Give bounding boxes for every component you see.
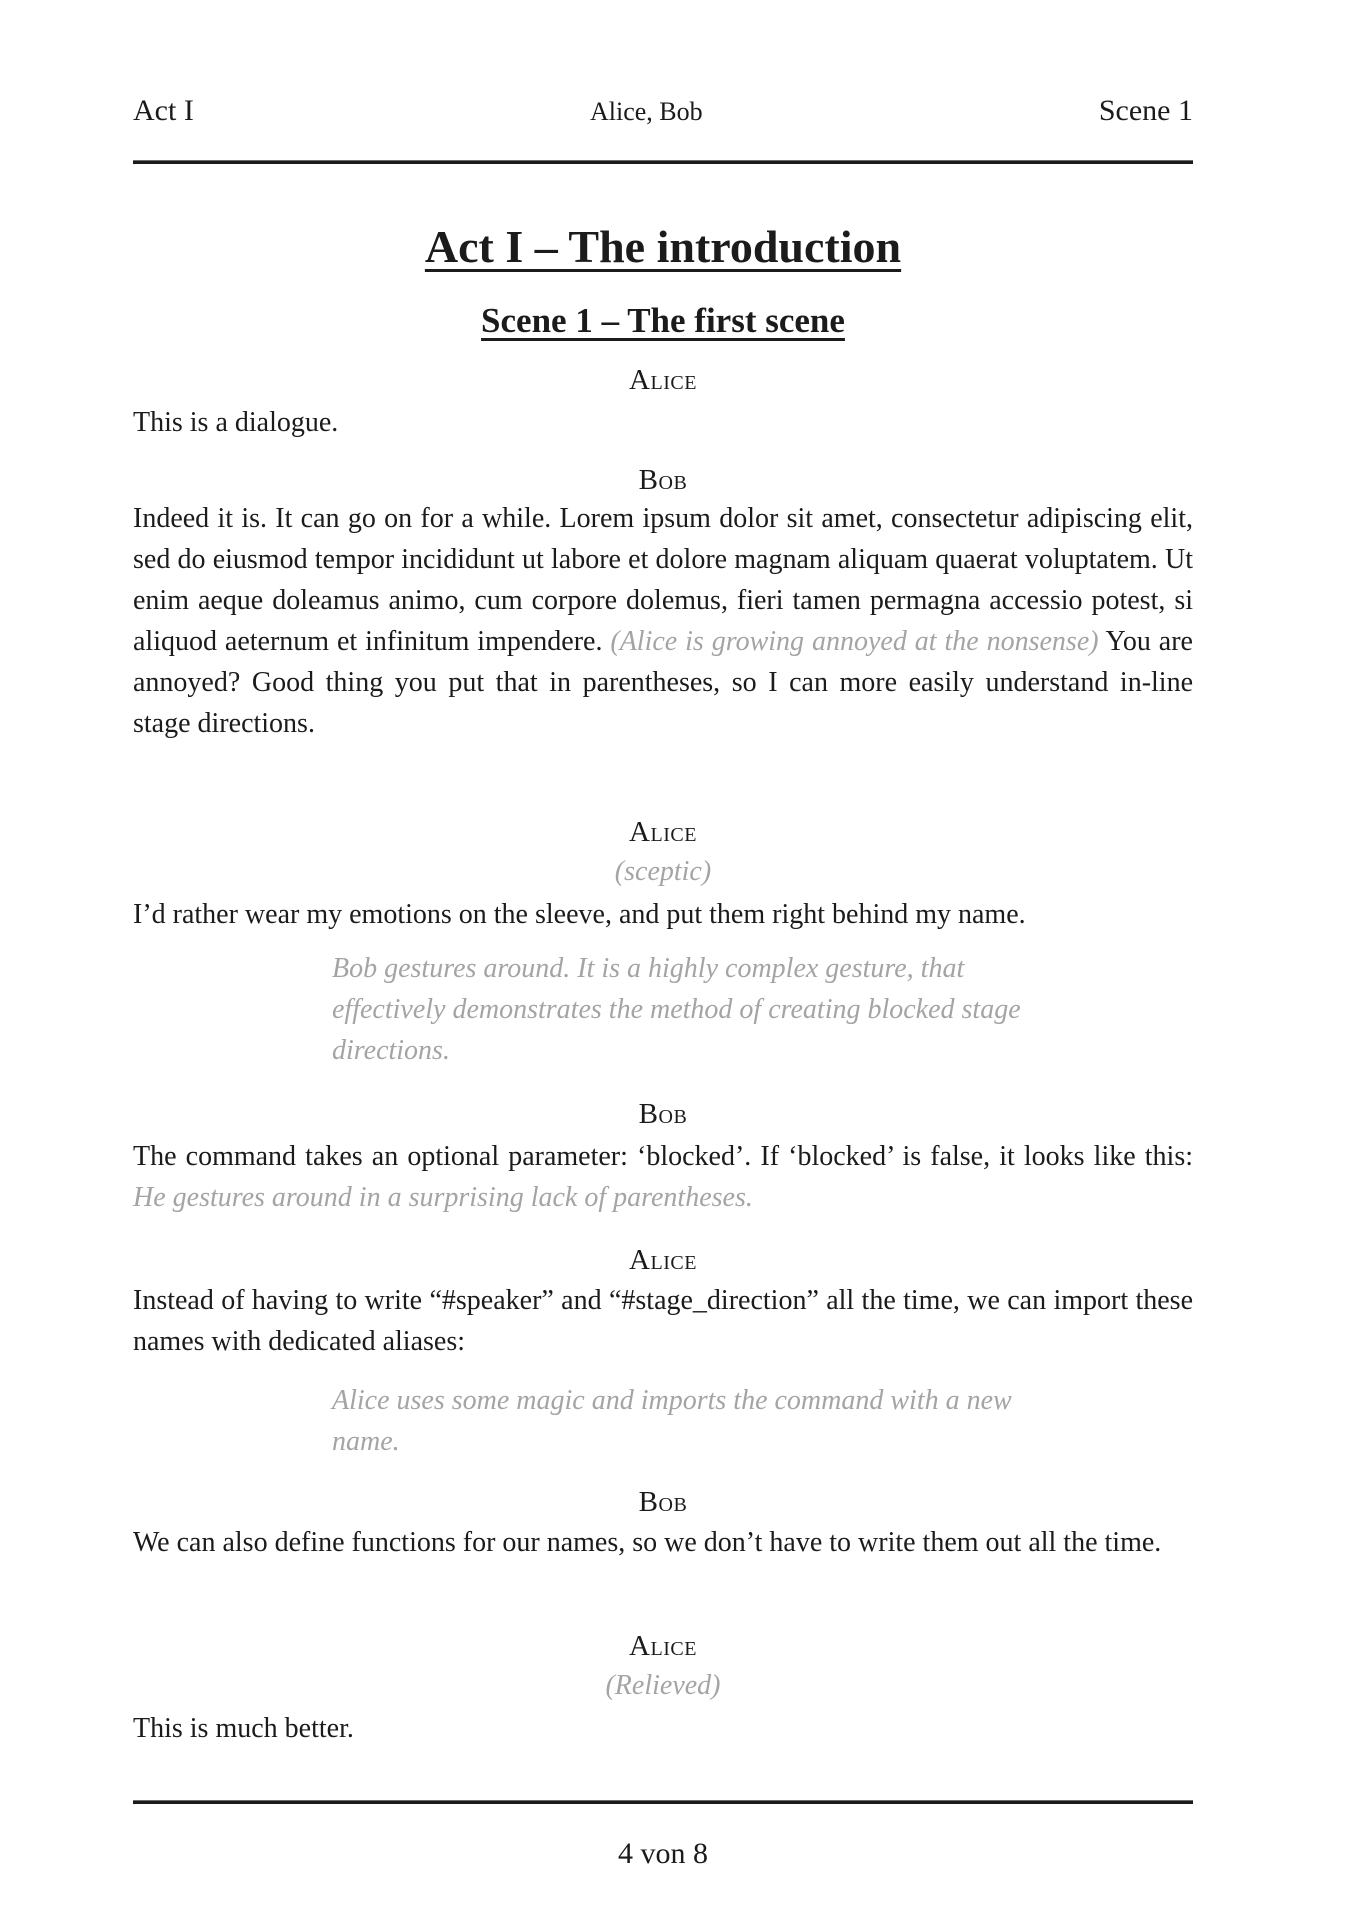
speaker-name-alice: Alice [629, 816, 697, 848]
dialogue-paragraph [133, 1136, 1193, 1218]
footer-rule [133, 1800, 1193, 1804]
speaker-name-alice: Alice [629, 1630, 697, 1662]
dialogue-paragraph: We can also define functions for our names, so we don’t have to write them out all the time. [133, 1527, 1162, 1558]
header-act-label: Act I [133, 94, 194, 127]
scene-title: Scene 1 – The first scene [481, 301, 845, 340]
dialogue-text: Indeed it is. It can go on for a while. Lorem ipsum dolor sit amet, consectetur adipiscing elit, sed do eiusmod tempor incididunt ut labore et dolore magnam aliquam quaerat voluptatem. Ut enim aeque doleamus animo, cum corpore dolemus, fieri tamen permagna accessio potest, si aliquod aeternum et infinitum impendere. [133, 503, 1193, 657]
speaker-name-alice: Alice [629, 364, 697, 396]
speaker-name-bob: Bob [638, 1098, 688, 1130]
act-title: Act I – The introduction [424, 221, 902, 272]
dialogue-line: This is much better. [133, 1713, 354, 1744]
inline-stage-direction: (Alice is growing annoyed at the nonsense) [610, 626, 1099, 657]
dialogue-paragraph: Instead of having to write “#speaker” and “#stage_direction” all the time, we can import these names with dedicated aliases: [133, 1285, 1193, 1357]
header-scene-label: Scene 1 [1098, 94, 1193, 127]
page-number: 4 von 8 [618, 1837, 708, 1870]
dialogue-text: The command takes an optional parameter: ‘blocked’. If ‘blocked’ is false, it looks like this: [133, 1141, 1193, 1172]
speaker-name-bob: Bob [638, 1486, 688, 1518]
parenthetical-direction: (sceptic) [614, 856, 712, 887]
inline-stage-direction: He gestures around in a surprising lack of parentheses. [133, 1182, 753, 1213]
parenthetical-direction: (Relieved) [605, 1670, 721, 1701]
blocked-stage-direction: Alice uses some magic and imports the command with a new name. [332, 1385, 1012, 1457]
running-header [133, 94, 1193, 129]
speaker-name-bob: Bob [638, 464, 688, 496]
dialogue-paragraph [133, 498, 1193, 744]
dialogue-line: This is a dialogue. [133, 407, 339, 438]
speaker-name-alice: Alice [629, 1244, 697, 1276]
header-rule [133, 160, 1193, 164]
dialogue-line: I’d rather wear my emotions on the sleeve, and put them right behind my name. [133, 899, 1026, 930]
blocked-stage-direction: Bob gestures around. It is a highly complex gesture, that effectively demonstrates the method of creating blocked stage directions. [332, 953, 1021, 1066]
dialogue-text: You are annoyed? Good thing you put that in parentheses, so I can more easily understand in-line stage directions. [133, 626, 1193, 739]
header-characters-label: Alice, Bob [590, 97, 703, 126]
